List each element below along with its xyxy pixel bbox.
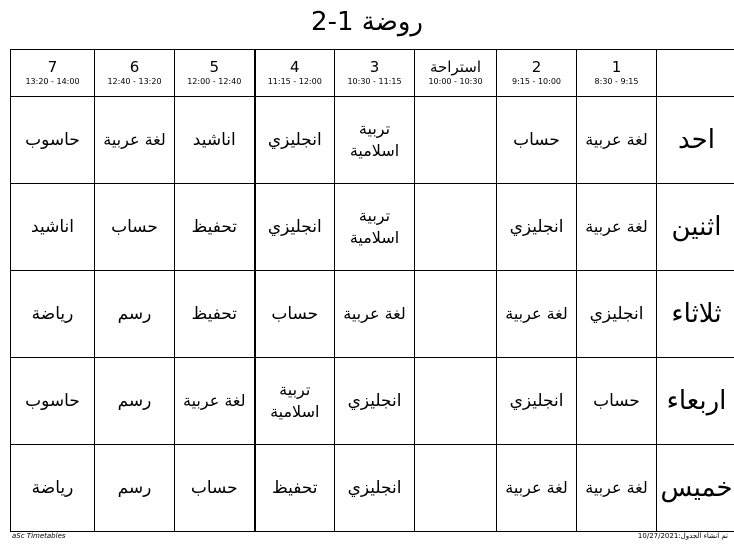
period-header: 6 12:40 - 13:20 bbox=[95, 50, 175, 97]
corner-cell bbox=[657, 50, 734, 97]
day-row bbox=[11, 184, 734, 271]
lesson-cell: لغة عربية bbox=[95, 97, 175, 184]
break-cell bbox=[415, 184, 497, 271]
lesson-cell: حاسوب bbox=[11, 358, 95, 445]
lesson-cell: حاسوب bbox=[11, 97, 95, 184]
lesson-cell: حساب bbox=[255, 271, 335, 358]
lesson-cell: تحفيظ bbox=[175, 184, 255, 271]
lesson-cell: حساب bbox=[175, 445, 255, 532]
lesson-cell: حساب bbox=[95, 184, 175, 271]
day-row bbox=[11, 97, 734, 184]
day-label: اربعاء bbox=[657, 358, 734, 445]
lesson-cell: حساب bbox=[577, 358, 657, 445]
break-cell bbox=[415, 271, 497, 358]
lesson-cell: اناشيد bbox=[11, 184, 95, 271]
lesson-cell: انجليزي bbox=[255, 184, 335, 271]
period-header: 5 12:00 - 12:40 bbox=[175, 50, 255, 97]
lesson-cell: لغة عربية bbox=[497, 445, 577, 532]
lesson-cell: رياضة bbox=[11, 445, 95, 532]
timetable bbox=[10, 49, 734, 532]
break-cell bbox=[415, 97, 497, 184]
lesson-cell: لغة عربية bbox=[577, 184, 657, 271]
lesson-cell: اناشيد bbox=[175, 97, 255, 184]
day-label: اثنين bbox=[657, 184, 734, 271]
lesson-cell: تحفيظ bbox=[255, 445, 335, 532]
lesson-cell: انجليزي bbox=[497, 358, 577, 445]
lesson-cell: انجليزي bbox=[255, 97, 335, 184]
lesson-cell: انجليزي bbox=[335, 358, 415, 445]
lesson-cell: انجليزي bbox=[577, 271, 657, 358]
day-label: احد bbox=[657, 97, 734, 184]
lesson-cell: تربية اسلامية bbox=[335, 97, 415, 184]
break-cell bbox=[415, 358, 497, 445]
lesson-cell: تحفيظ bbox=[175, 271, 255, 358]
lesson-cell: رياضة bbox=[11, 271, 95, 358]
period-header: 1 8:30 - 9:15 bbox=[577, 50, 657, 97]
period-header: 4 11:15 - 12:00 bbox=[255, 50, 335, 97]
period-header: 2 9:15 - 10:00 bbox=[497, 50, 577, 97]
lesson-cell: لغة عربية bbox=[497, 271, 577, 358]
lesson-cell: انجليزي bbox=[335, 445, 415, 532]
lesson-cell: لغة عربية bbox=[175, 358, 255, 445]
lesson-cell: انجليزي bbox=[497, 184, 577, 271]
footer-software-name: aSc Timetables bbox=[12, 532, 66, 540]
break-header: استراحة 10:00 - 10:30 bbox=[415, 50, 497, 97]
lesson-cell: رسم bbox=[95, 445, 175, 532]
lesson-cell: تربية اسلامية bbox=[335, 184, 415, 271]
lesson-cell: لغة عربية bbox=[577, 445, 657, 532]
lesson-cell: تربية اسلامية bbox=[255, 358, 335, 445]
lesson-cell: رسم bbox=[95, 358, 175, 445]
lesson-cell: رسم bbox=[95, 271, 175, 358]
break-cell bbox=[415, 445, 497, 532]
lesson-cell: لغة عربية bbox=[335, 271, 415, 358]
period-header: 7 13:20 - 14:00 bbox=[11, 50, 95, 97]
page-title: روضة 1-2 bbox=[311, 7, 423, 37]
day-label: خميس bbox=[657, 445, 734, 532]
day-label: ثلاثاء bbox=[657, 271, 734, 358]
day-row bbox=[11, 271, 734, 358]
day-row bbox=[11, 358, 734, 445]
day-row bbox=[11, 445, 734, 532]
lesson-cell: حساب bbox=[497, 97, 577, 184]
period-header: 3 10:30 - 11:15 bbox=[335, 50, 415, 97]
lesson-cell: لغة عربية bbox=[577, 97, 657, 184]
footer-created-date: تم انشاء الجدول:10/27/2021 bbox=[637, 532, 728, 540]
period-header-row bbox=[11, 50, 734, 97]
